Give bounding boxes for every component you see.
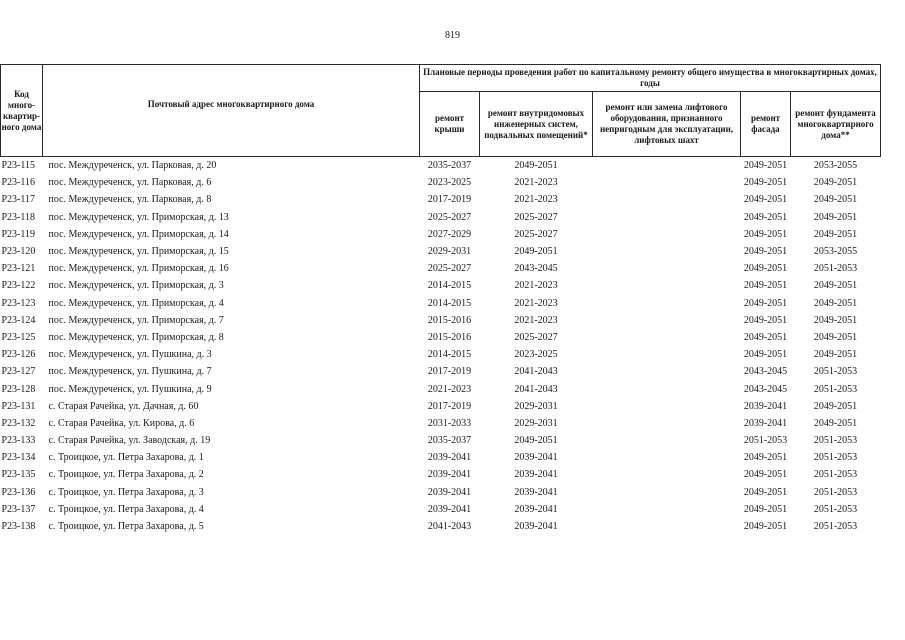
cell-facade: 2049-2051: [743, 486, 788, 498]
cell-engineering: 2021-2023: [514, 177, 558, 189]
cell-facade: 2051-2053: [743, 435, 788, 447]
cell-address: с. Троицкое, ул. Петра Захарова, д. 1: [48, 452, 204, 464]
cell-lift: [593, 415, 741, 432]
cell-foundation: 2049-2051: [813, 400, 858, 412]
header-periods-group: Плановые периоды проведения работ по капитальному ремонту общего имущества в многоквартирных домах, годы: [420, 65, 881, 92]
page-number: 819: [445, 30, 460, 41]
cell-roof: 2014-2015: [427, 297, 472, 309]
cell-lift: [593, 449, 741, 466]
cell-address: с. Троицкое, ул. Петра Захарова, д. 5: [48, 521, 204, 533]
table-row: [1, 346, 881, 363]
cell-facade: 2049-2051: [743, 211, 788, 223]
cell-roof: 2014-2015: [427, 280, 472, 292]
cell-code: Р23-133: [1, 435, 36, 447]
table-row: [1, 157, 881, 175]
header-engineering: ремонт внутридомовых инженерных систем, подвальных помещений*: [480, 92, 593, 157]
cell-roof: 2035-2037: [427, 160, 472, 172]
cell-lift: [593, 174, 741, 191]
cell-code: Р23-137: [1, 503, 36, 515]
cell-roof: 2027-2029: [427, 228, 472, 240]
cell-lift: [593, 226, 741, 243]
repair-schedule-table: [0, 64, 881, 535]
cell-foundation: 2049-2051: [813, 349, 858, 361]
cell-address: с. Старая Рачейка, ул. Дачная, д. 60: [48, 400, 199, 412]
cell-engineering: 2025-2027: [514, 211, 558, 223]
repair-schedule-table-wrapper: [0, 64, 880, 535]
cell-code: Р23-122: [1, 280, 36, 292]
cell-address: пос. Междуреченск, ул. Парковая, д. 6: [48, 177, 212, 189]
cell-engineering: 2049-2051: [514, 246, 558, 258]
cell-foundation: 2049-2051: [813, 314, 858, 326]
cell-address: пос. Междуреченск, ул. Приморская, д. 15: [48, 246, 229, 258]
cell-code: Р23-125: [1, 331, 36, 343]
cell-engineering: 2021-2023: [514, 297, 558, 309]
cell-code: Р23-123: [1, 297, 36, 309]
cell-facade: 2049-2051: [743, 452, 788, 464]
header-roof: ремонт крыши: [420, 92, 480, 157]
cell-facade: 2049-2051: [743, 349, 788, 361]
table-row: [1, 466, 881, 483]
cell-engineering: 2039-2041: [514, 521, 558, 533]
cell-address: пос. Междуреченск, ул. Приморская, д. 13: [48, 211, 229, 223]
table-row: [1, 260, 881, 277]
cell-engineering: 2023-2025: [514, 349, 558, 361]
cell-code: Р23-132: [1, 417, 36, 429]
cell-address: пос. Междуреченск, ул. Приморская, д. 14: [48, 228, 229, 240]
cell-engineering: 2039-2041: [514, 452, 558, 464]
cell-lift: [593, 346, 741, 363]
cell-roof: 2025-2027: [427, 211, 472, 223]
cell-address: пос. Междуреченск, ул. Приморская, д. 16: [48, 263, 229, 275]
cell-roof: 2017-2019: [427, 400, 472, 412]
table-row: [1, 295, 881, 312]
cell-address: пос. Междуреченск, ул. Приморская, д. 7: [48, 314, 224, 326]
table-row: [1, 380, 881, 397]
cell-foundation: 2049-2051: [813, 211, 858, 223]
table-row: [1, 398, 881, 415]
cell-address: пос. Междуреченск, ул. Пушкина, д. 3: [48, 349, 212, 361]
table-header: [1, 65, 881, 157]
cell-code: Р23-126: [1, 349, 36, 361]
header-address: Почтовый адрес многоквартирного дома: [43, 65, 420, 157]
cell-lift: [593, 380, 741, 397]
cell-foundation: 2053-2055: [813, 160, 858, 172]
cell-code: Р23-136: [1, 486, 36, 498]
cell-lift: [593, 312, 741, 329]
cell-engineering: 2041-2043: [514, 383, 558, 395]
cell-engineering: 2049-2051: [514, 160, 558, 172]
cell-roof: 2029-2031: [427, 246, 472, 258]
cell-code: Р23-117: [1, 194, 36, 206]
cell-engineering: 2039-2041: [514, 503, 558, 515]
cell-facade: 2043-2045: [743, 366, 788, 378]
table-row: [1, 363, 881, 380]
cell-facade: 2049-2051: [743, 314, 788, 326]
cell-engineering: 2029-2031: [514, 417, 558, 429]
table-row: [1, 191, 881, 208]
header-lift: ремонт или замена лифтового оборудования, признанного непригодным для эксплуатации, лифтовых шахт: [593, 92, 741, 157]
cell-foundation: 2049-2051: [813, 297, 858, 309]
cell-code: Р23-118: [1, 211, 36, 223]
table-row: [1, 312, 881, 329]
cell-facade: 2049-2051: [743, 194, 788, 206]
cell-foundation: 2051-2053: [813, 521, 858, 533]
table-row: [1, 329, 881, 346]
cell-roof: 2015-2016: [427, 314, 472, 326]
cell-engineering: 2043-2045: [514, 263, 558, 275]
cell-lift: [593, 432, 741, 449]
cell-foundation: 2049-2051: [813, 177, 858, 189]
cell-address: пос. Междуреченск, ул. Приморская, д. 8: [48, 331, 224, 343]
cell-foundation: 2049-2051: [813, 280, 858, 292]
cell-engineering: 2039-2041: [514, 486, 558, 498]
cell-code: Р23-135: [1, 469, 36, 481]
cell-roof: 2025-2027: [427, 263, 472, 275]
cell-foundation: 2049-2051: [813, 228, 858, 240]
cell-foundation: 2051-2053: [813, 366, 858, 378]
cell-code: Р23-120: [1, 246, 36, 258]
cell-roof: 2039-2041: [427, 469, 472, 481]
cell-facade: 2049-2051: [743, 246, 788, 258]
cell-facade: 2039-2041: [743, 400, 788, 412]
table-row: [1, 484, 881, 501]
cell-address: пос. Междуреченск, ул. Парковая, д. 8: [48, 194, 212, 206]
cell-roof: 2017-2019: [427, 194, 472, 206]
cell-lift: [593, 398, 741, 415]
cell-foundation: 2051-2053: [813, 486, 858, 498]
cell-facade: 2049-2051: [743, 503, 788, 515]
cell-foundation: 2051-2053: [813, 503, 858, 515]
cell-roof: 2031-2033: [427, 417, 472, 429]
cell-lift: [593, 329, 741, 346]
cell-foundation: 2051-2053: [813, 263, 858, 275]
table-row: [1, 415, 881, 432]
cell-lift: [593, 501, 741, 518]
cell-engineering: 2049-2051: [514, 435, 558, 447]
table-row: [1, 209, 881, 226]
table-row: [1, 518, 881, 535]
cell-roof: 2035-2037: [427, 435, 472, 447]
cell-code: Р23-116: [1, 177, 36, 189]
cell-code: Р23-124: [1, 314, 36, 326]
cell-facade: 2049-2051: [743, 160, 788, 172]
cell-roof: 2041-2043: [427, 521, 472, 533]
cell-facade: 2049-2051: [743, 521, 788, 533]
cell-roof: 2017-2019: [427, 366, 472, 378]
cell-address: с. Троицкое, ул. Петра Захарова, д. 2: [48, 469, 204, 481]
cell-lift: [593, 466, 741, 483]
cell-facade: 2049-2051: [743, 177, 788, 189]
cell-lift: [593, 295, 741, 312]
table-row: [1, 243, 881, 260]
cell-lift: [593, 518, 741, 535]
cell-address: пос. Междуреченск, ул. Приморская, д. 4: [48, 297, 224, 309]
cell-address: с. Старая Рачейка, ул. Кирова, д. 6: [48, 417, 195, 429]
table-row: [1, 174, 881, 191]
header-code: Код много-квартир-ного дома: [1, 65, 43, 157]
cell-code: Р23-128: [1, 383, 36, 395]
cell-address: с. Троицкое, ул. Петра Захарова, д. 3: [48, 486, 204, 498]
cell-roof: 2039-2041: [427, 486, 472, 498]
cell-code: Р23-115: [1, 160, 36, 172]
cell-address: с. Троицкое, ул. Петра Захарова, д. 4: [48, 503, 204, 515]
cell-roof: 2023-2025: [427, 177, 472, 189]
cell-roof: 2039-2041: [427, 452, 472, 464]
cell-facade: 2043-2045: [743, 383, 788, 395]
cell-foundation: 2051-2053: [813, 469, 858, 481]
cell-engineering: 2025-2027: [514, 228, 558, 240]
cell-facade: 2039-2041: [743, 417, 788, 429]
cell-foundation: 2051-2053: [813, 383, 858, 395]
table-row: [1, 449, 881, 466]
cell-engineering: 2039-2041: [514, 469, 558, 481]
cell-engineering: 2029-2031: [514, 400, 558, 412]
cell-engineering: 2025-2027: [514, 331, 558, 343]
table-row: [1, 226, 881, 243]
cell-facade: 2049-2051: [743, 331, 788, 343]
cell-foundation: 2051-2053: [813, 452, 858, 464]
cell-foundation: 2049-2051: [813, 331, 858, 343]
cell-roof: 2015-2016: [427, 331, 472, 343]
cell-roof: 2021-2023: [427, 383, 472, 395]
cell-foundation: 2051-2053: [813, 435, 858, 447]
cell-facade: 2049-2051: [743, 228, 788, 240]
cell-facade: 2049-2051: [743, 263, 788, 275]
cell-code: Р23-138: [1, 521, 36, 533]
cell-roof: 2014-2015: [427, 349, 472, 361]
header-foundation: ремонт фундамента многоквартирного дома**: [791, 92, 881, 157]
cell-lift: [593, 260, 741, 277]
header-facade: ремонт фасада: [741, 92, 791, 157]
cell-address: пос. Междуреченск, ул. Приморская, д. 3: [48, 280, 224, 292]
cell-engineering: 2021-2023: [514, 314, 558, 326]
cell-lift: [593, 157, 741, 175]
cell-roof: 2039-2041: [427, 503, 472, 515]
cell-facade: 2049-2051: [743, 280, 788, 292]
table-row: [1, 277, 881, 294]
table-body: [1, 157, 881, 536]
cell-address: пос. Междуреченск, ул. Парковая, д. 20: [48, 160, 217, 172]
cell-engineering: 2021-2023: [514, 280, 558, 292]
cell-facade: 2049-2051: [743, 469, 788, 481]
cell-code: Р23-131: [1, 400, 36, 412]
cell-facade: 2049-2051: [743, 297, 788, 309]
cell-foundation: 2049-2051: [813, 194, 858, 206]
cell-address: с. Старая Рачейка, ул. Заводская, д. 19: [48, 435, 211, 447]
table-row: [1, 432, 881, 449]
cell-lift: [593, 209, 741, 226]
cell-engineering: 2041-2043: [514, 366, 558, 378]
header-row-1: [1, 65, 881, 92]
cell-foundation: 2049-2051: [813, 417, 858, 429]
cell-lift: [593, 363, 741, 380]
cell-address: пос. Междуреченск, ул. Пушкина, д. 7: [48, 366, 212, 378]
cell-code: Р23-134: [1, 452, 36, 464]
cell-foundation: 2053-2055: [813, 246, 858, 258]
cell-code: Р23-119: [1, 228, 36, 240]
cell-code: Р23-127: [1, 366, 36, 378]
cell-lift: [593, 277, 741, 294]
cell-lift: [593, 243, 741, 260]
cell-lift: [593, 191, 741, 208]
cell-lift: [593, 484, 741, 501]
table-row: [1, 501, 881, 518]
cell-address: пос. Междуреченск, ул. Пушкина, д. 9: [48, 383, 212, 395]
cell-code: Р23-121: [1, 263, 36, 275]
cell-engineering: 2021-2023: [514, 194, 558, 206]
